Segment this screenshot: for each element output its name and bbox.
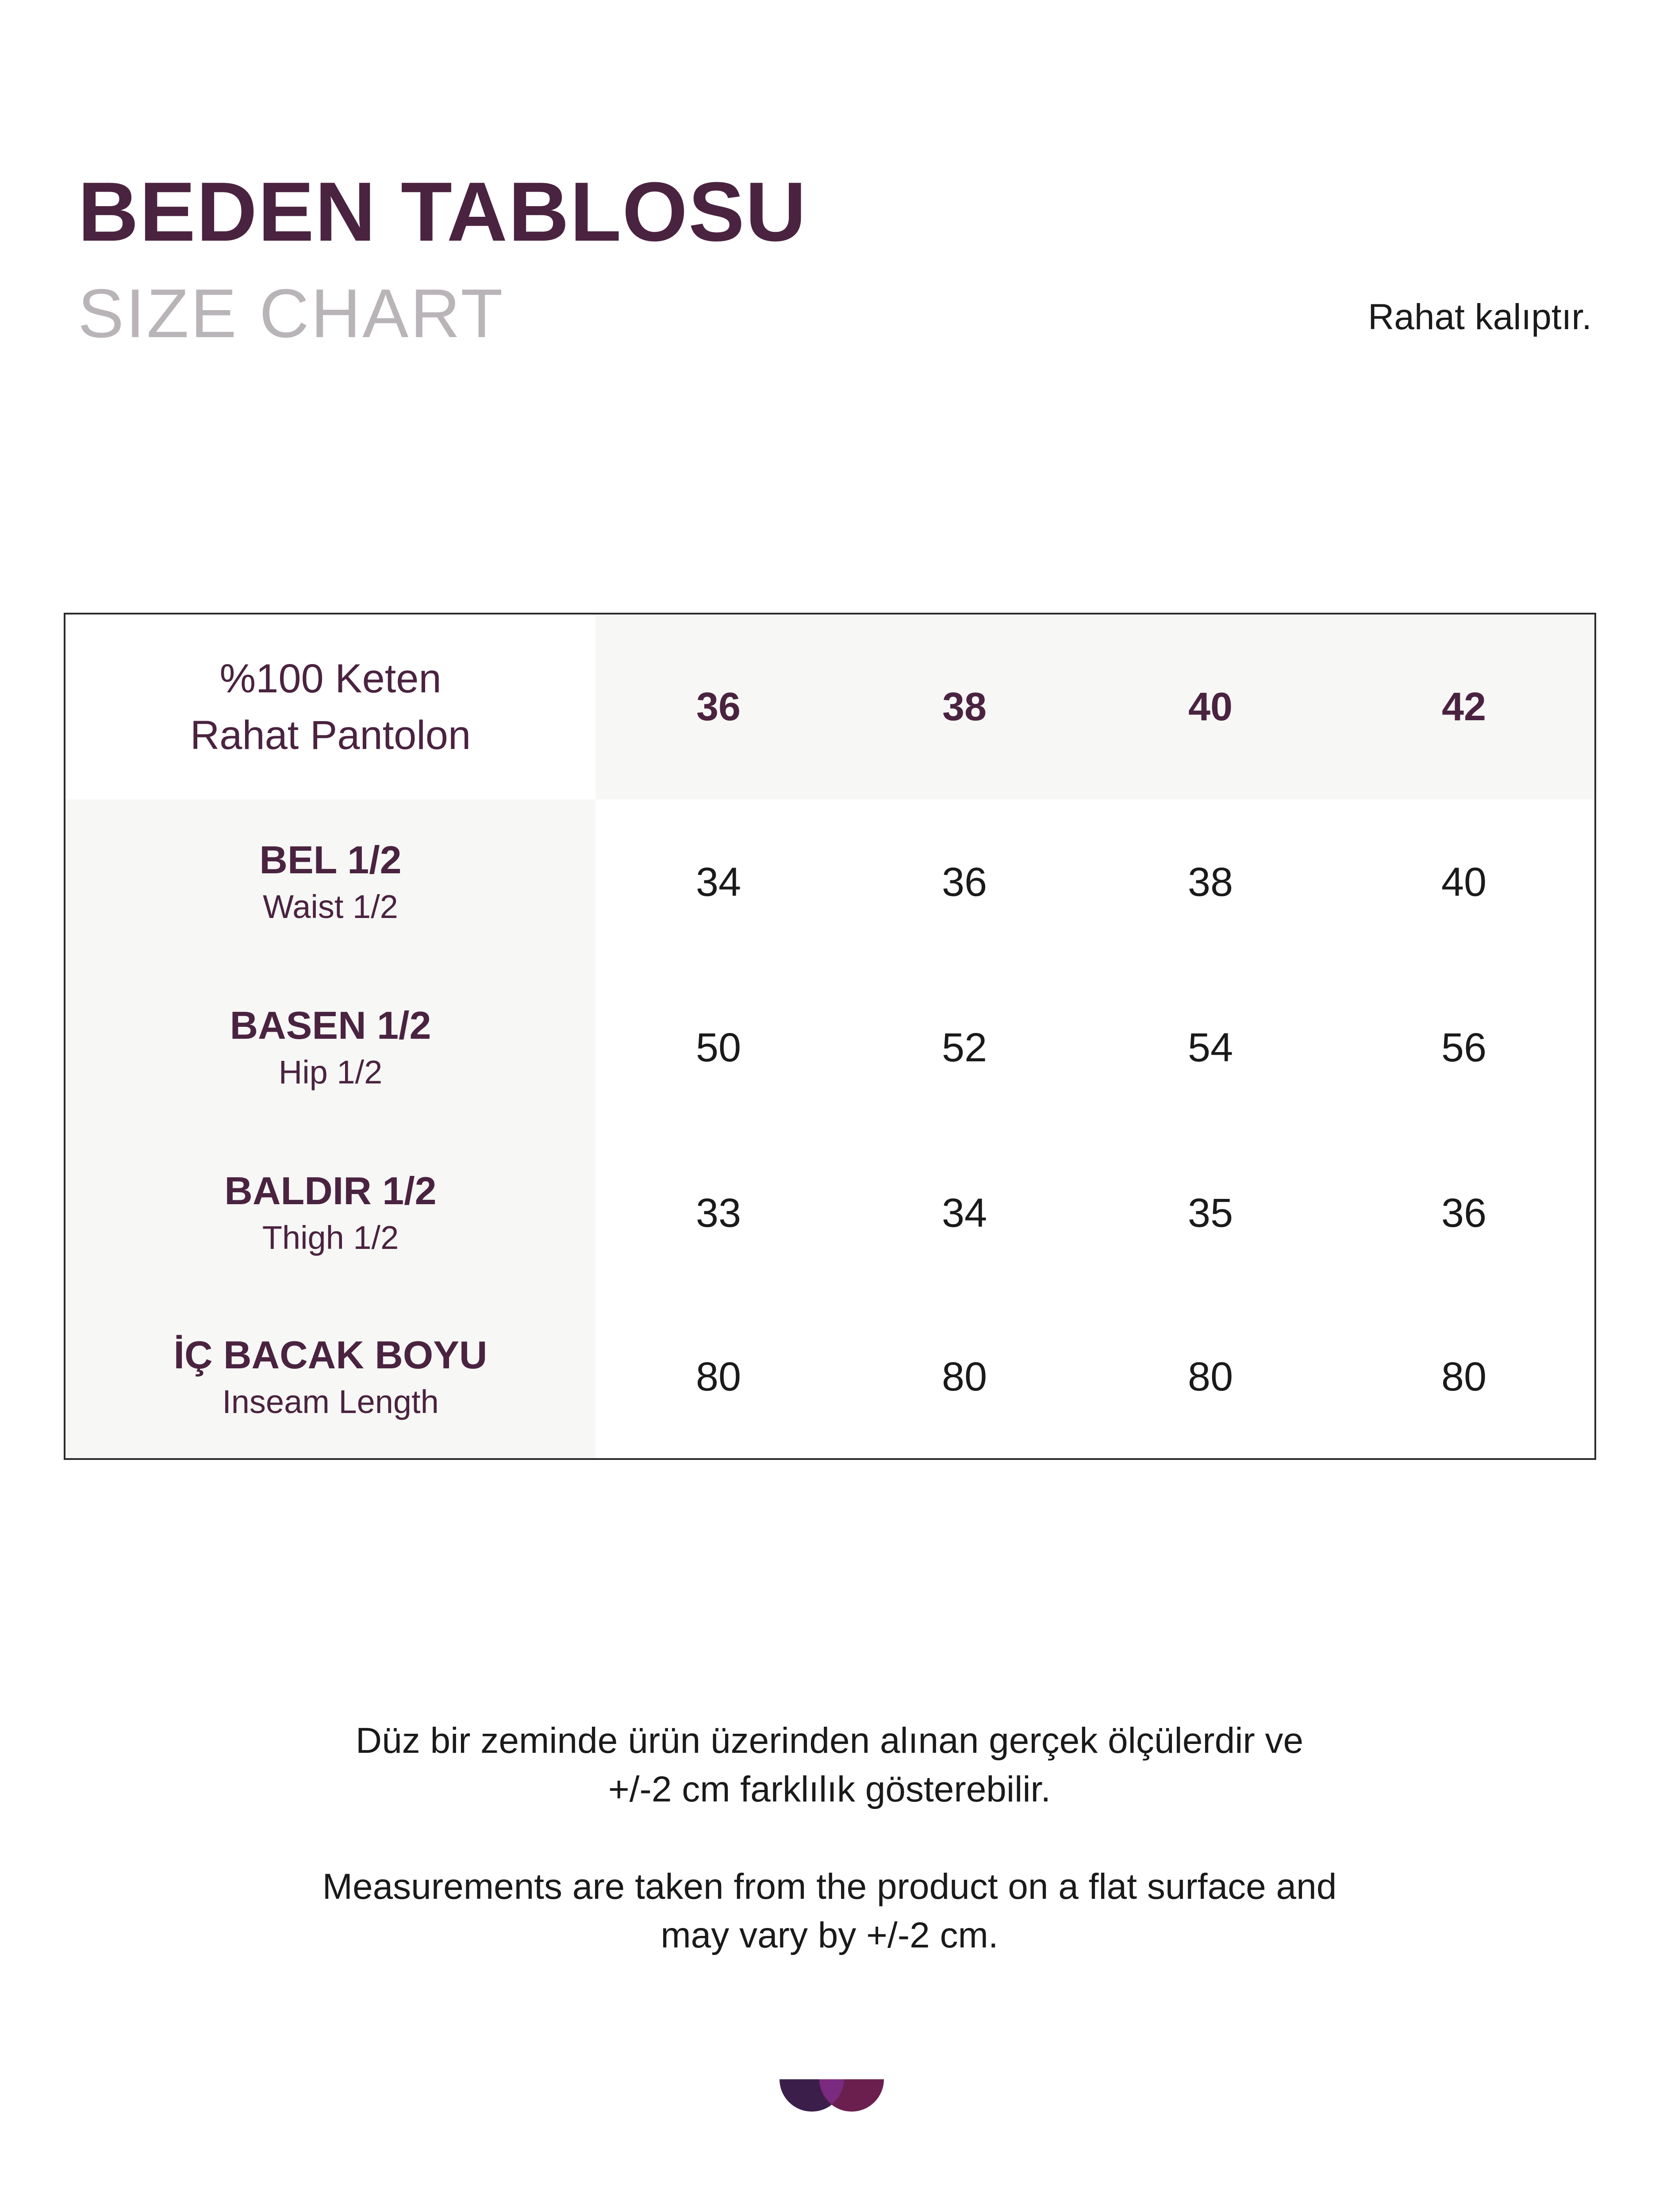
note-line: may vary by +/-2 cm. [661, 1915, 998, 1955]
table-cell [1087, 1296, 1333, 1458]
measurement-value: 36 [1441, 1190, 1487, 1236]
size-header-36 [595, 614, 841, 799]
row-label-tr: İÇ BACAK BOYU [173, 1333, 488, 1377]
brand-logo-icon [780, 2079, 884, 2116]
size-label: 40 [1188, 684, 1233, 729]
size-header-38 [841, 614, 1087, 799]
table-cell [841, 1296, 1087, 1458]
measurement-value: 80 [695, 1354, 741, 1399]
page-subtitle: SIZE CHART [78, 275, 505, 352]
row-label-tr: BASEN 1/2 [230, 1003, 431, 1047]
table-cell [1087, 965, 1333, 1130]
measurement-value: 40 [1441, 859, 1487, 905]
row-label-en: Hip 1/2 [278, 1054, 383, 1091]
row-label-hip [65, 965, 595, 1130]
measurement-value: 80 [941, 1354, 987, 1399]
note-line: Measurements are taken from the product on a flat surface and [322, 1866, 1337, 1907]
measurement-value: 33 [695, 1190, 741, 1236]
table-cell [841, 965, 1087, 1130]
note-line: +/-2 cm farklılık gösterebilir. [608, 1769, 1051, 1809]
product-name-line1: %100 Keten [219, 656, 442, 701]
measurement-value: 52 [941, 1025, 987, 1070]
table-cell [595, 799, 841, 965]
measurement-value: 38 [1187, 859, 1233, 905]
row-label-tr: BALDIR 1/2 [224, 1169, 437, 1213]
row-label-thigh [65, 1130, 595, 1296]
table-cell [1333, 799, 1594, 965]
fit-note: Rahat kalıptır. [1368, 297, 1592, 337]
note-line: Düz bir zeminde ürün üzerinden alınan gerçek ölçülerdir ve [355, 1720, 1304, 1761]
size-table [64, 613, 1596, 1460]
row-label-en: Thigh 1/2 [262, 1219, 399, 1256]
measurement-value: 56 [1441, 1025, 1487, 1070]
size-header-40 [1087, 614, 1333, 799]
row-label-waist [65, 799, 595, 965]
measurement-value: 36 [941, 859, 987, 905]
table-cell [595, 1296, 841, 1458]
measurement-note-tr [0, 1717, 1659, 1814]
measurement-value: 34 [941, 1190, 987, 1236]
size-label: 42 [1441, 684, 1486, 729]
table-cell [1333, 965, 1594, 1130]
size-header-42 [1333, 614, 1594, 799]
page-title: BEDEN TABLOSU [78, 165, 807, 259]
measurement-value: 50 [695, 1025, 741, 1070]
measurement-value: 80 [1441, 1354, 1487, 1399]
row-label-en: Waist 1/2 [263, 888, 398, 925]
table-cell [1333, 1130, 1594, 1296]
measurement-value: 80 [1187, 1354, 1233, 1399]
table-cell [841, 1130, 1087, 1296]
row-label-tr: BEL 1/2 [259, 838, 402, 882]
row-label-en: Inseam Length [222, 1383, 439, 1420]
product-name-line2: Rahat Pantolon [190, 713, 471, 758]
measurement-value: 35 [1187, 1190, 1233, 1236]
table-cell [1333, 1296, 1594, 1458]
measurement-note-en [0, 1863, 1659, 1960]
row-label-inseam [65, 1296, 595, 1458]
measurement-value: 54 [1187, 1025, 1233, 1070]
measurement-value: 34 [695, 859, 741, 905]
table-cell [1087, 1130, 1333, 1296]
table-cell [595, 965, 841, 1130]
size-label: 36 [696, 684, 741, 729]
table-cell [841, 799, 1087, 965]
product-name-cell [65, 614, 595, 799]
table-cell [1087, 799, 1333, 965]
table-cell [595, 1130, 841, 1296]
size-label: 38 [942, 684, 987, 729]
